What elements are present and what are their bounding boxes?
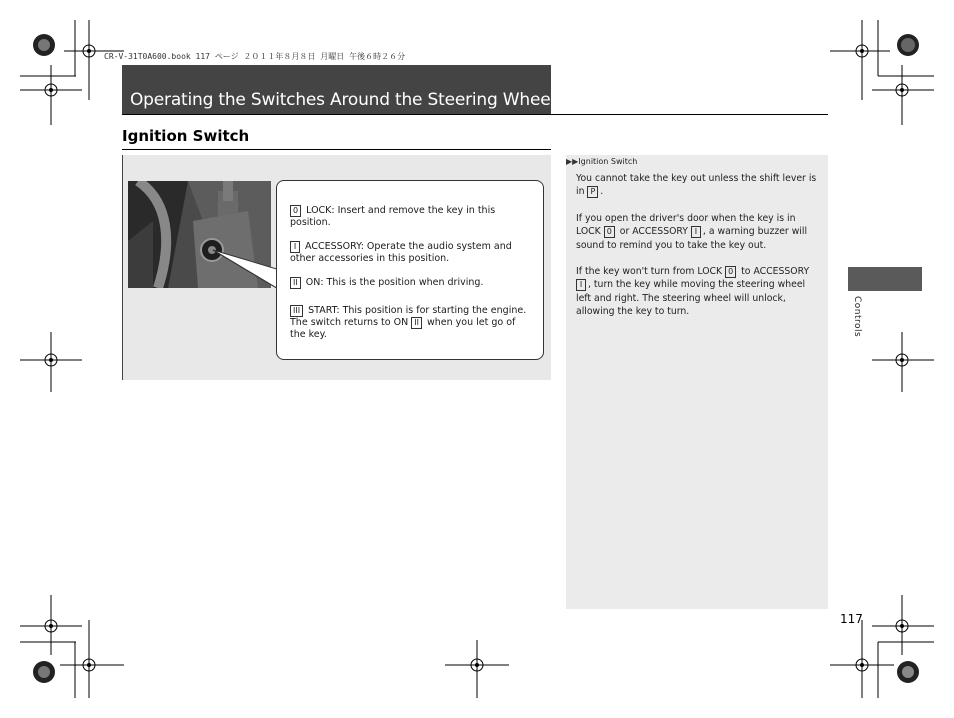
- position-2-symbol: II: [290, 277, 301, 289]
- sidebar-note-1: You cannot take the key out unless the shift lever is in P .: [576, 173, 817, 198]
- ignition-photo: [128, 181, 271, 288]
- position-3-symbol: III: [290, 305, 303, 317]
- sidebar-reference-title: Ignition Switch: [578, 157, 638, 166]
- lock-symbol: 0: [604, 226, 615, 238]
- inline-position-2-symbol: II: [411, 317, 422, 329]
- callout-on: [290, 277, 533, 289]
- callout-lock-text: LOCK: Insert and remove the key in this position.: [290, 205, 496, 228]
- ignition-positions-callout: [276, 180, 544, 360]
- park-symbol: P: [587, 186, 598, 198]
- callout-start-text-end: when you let go of the key.: [290, 317, 516, 340]
- position-0-symbol: 0: [290, 205, 301, 217]
- file-header: CR-V-31T0A600.book 117 ページ ２０１１年８月８日 月曜日 午後６時２６分: [104, 52, 406, 61]
- title-rule: [122, 114, 828, 115]
- position-1-symbol: I: [290, 241, 300, 253]
- sidebar-note-3: If the key won't turn from LOCK 0 to ACCESSORY I , turn the key while moving the steering wheel left and right. The steering wheel will unlock, allowing the key to turn.: [576, 266, 810, 318]
- sidebar-reference: [566, 157, 637, 166]
- callout-start-text: START: This position is for starting the engine. The switch returns to ON: [290, 305, 527, 328]
- callout-accessory: [290, 241, 533, 265]
- reference-arrow-icon: ▶▶: [566, 157, 579, 166]
- callout-start: [290, 305, 533, 341]
- title-bar: [122, 65, 555, 114]
- callout-on-text: ON: This is the position when driving.: [302, 277, 484, 288]
- sidebar-note-2: If you open the driver's door when the key is in LOCK 0 or ACCESSORY I , a warning buzzer will sound to remind you to take the key out.: [576, 213, 808, 251]
- callout-accessory-text: ACCESSORY: Operate the audio system and other accessories in this position.: [290, 241, 512, 264]
- accessory-symbol-2: I: [576, 279, 586, 291]
- accessory-symbol: I: [691, 226, 701, 238]
- page-number: 117: [840, 612, 863, 626]
- section-heading: Ignition Switch: [122, 127, 250, 145]
- page-title: Operating the Switches Around the Steering Wheel: [130, 90, 555, 110]
- chapter-tab: [848, 267, 922, 291]
- lock-symbol-2: 0: [725, 266, 736, 278]
- section-rule: [122, 149, 551, 150]
- callout-lock: [290, 205, 533, 229]
- chapter-label: Controls: [852, 296, 862, 338]
